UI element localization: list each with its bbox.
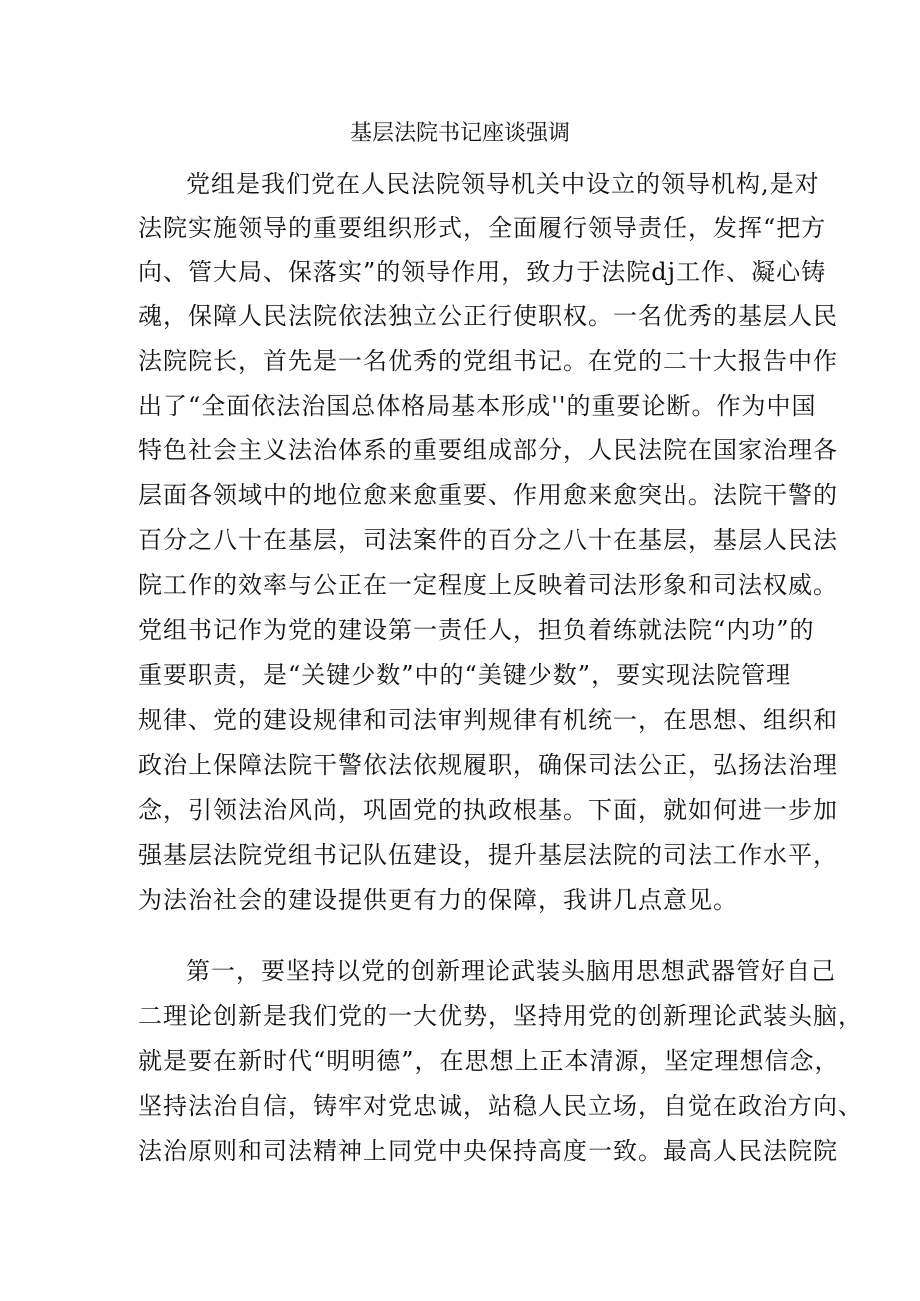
paragraph-line: 党组是我们党在人民法院领导机关中设立的领导机构,是对 (186, 170, 820, 198)
paragraph-line: 出了“全面依法治国总体格局基本形成''的重要论断。作为中国 (138, 392, 817, 420)
paragraph-line: 第一，要坚持以党的创新理论武装头脑用思想武器管好自己 (186, 957, 836, 985)
paragraph-line: 特色社会主义法治体系的重要组成部分，人民法院在国家治理各 (138, 436, 838, 464)
paragraph-line: 向、管大局、保落实”的领导作用，致力于法院dj工作、凝心铸 (138, 258, 827, 286)
paragraph-line: 法治原则和司法精神上同党中央保持高度一致。最高人民法院院 (138, 1137, 838, 1165)
paragraph-line: 法院实施领导的重要组织形式，全面履行领导责任，发挥“把方 (138, 214, 827, 242)
paragraph-line: 念，引领法治风尚，巩固党的执政根基。下面，就如何进一步加 (138, 796, 838, 824)
paragraph-line: 法院院长，首先是一名优秀的党组书记。在党的二十大报告中作 (138, 347, 838, 375)
paragraph-line: 规律、党的建设规律和司法审判规律有机统一，在思想、组织和 (138, 706, 838, 734)
paragraph-line: 二理论创新是我们党的一大优势，坚持用党的创新理论武装头脑， (138, 1002, 863, 1030)
paragraph-line: 政治上保障法院干警依法依规履职，确保司法公正，弘扬法治理 (138, 751, 838, 779)
paragraph-line: 为法治社会的建设提供更有力的保障，我讲几点意见。 (138, 886, 738, 914)
paragraph-line: 重要职责，是“关键少数”中的“美键少数”，要实现法院管理 (138, 661, 792, 689)
paragraph-line: 层面各领域中的地位愈来愈重要、作用愈来愈突出。法院干警的 (138, 481, 838, 509)
paragraph-line: 强基层法院党组书记队伍建设，提升基层法院的司法工作水平， (138, 841, 838, 869)
paragraph-line: 党组书记作为党的建设第一责任人，担负着练就法院“内功”的 (138, 616, 815, 644)
document-title: 基层法院书记座谈强调 (349, 121, 570, 146)
paragraph-line: 百分之八十在基层，司法案件的百分之八十在基层，基层人民法 (138, 526, 838, 554)
paragraph-line: 魂，保障人民法院依法独立公正行使职权。一名优秀的基层人民 (138, 302, 838, 330)
paragraph-line: 就是要在新时代“明明德”，在思想上正本清源，坚定理想信念， (138, 1047, 840, 1075)
paragraph-line: 坚持法治自信，铸牢对党忠诚，站稳人民立场，自觉在政治方向、 (138, 1092, 863, 1120)
paragraph-line: 院工作的效率与公正在一定程度上反映着司法形象和司法权威。 (138, 571, 838, 599)
